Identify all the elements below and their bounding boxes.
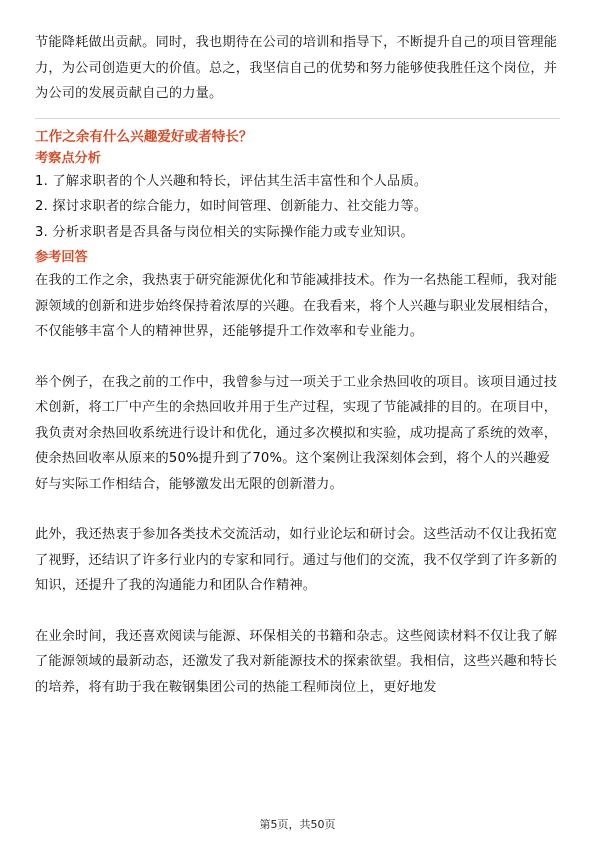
paragraph-gap	[35, 599, 560, 624]
analysis-item: 3. 分析求职者是否具备与岗位相关的实际操作能力或专业知识。	[35, 224, 414, 240]
answer-paragraph: 此外，我还热衷于参加各类技术交流活动，如行业论坛和研讨会。这些活动不仅让我拓宽了视野，还结识了许多行业内的专家和同行。通过与他们的交流，我不仅学到了许多新的知识，还提升了我的沟通能力和团队合作精神。	[35, 527, 558, 593]
analysis-item: 2. 探讨求职者的综合能力，如时间管理、创新能力、社交能力等。	[35, 199, 428, 214]
analysis-heading: 考察点分析	[35, 150, 101, 166]
paragraph-gap	[35, 345, 560, 370]
page-number-footer: 第5页，共50页	[259, 818, 336, 831]
section-divider	[35, 118, 560, 119]
answer-heading: 参考回答	[35, 250, 88, 265]
answer-paragraph: 在业余时间，我还喜欢阅读与能源、环保相关的书籍和杂志。这些阅读材料不仅让我了解了能源领域的最新动态，还激发了我对新能源技术的探索欲望。我相信，这些兴趣和特长的培养，将有助于我在鞍钢集团公司的热能工程师岗位上，更好地发	[35, 628, 558, 695]
paragraph-gap	[35, 497, 560, 522]
question-title: 工作之余有什么兴趣爱好或者特长？	[35, 128, 253, 145]
analysis-item: 1. 了解求职者的个人兴趣和特长，评估其生活丰富性和个人品质。	[35, 173, 428, 189]
answer-paragraph: 在我的工作之余，我热衷于研究能源优化和节能减排技术。作为一名热能工程师，我对能源领域的创新和进步始终保持着浓厚的兴趣。在我看来，将个人兴趣与职业发展相结合，不仅能够丰富个人的精神世界，还能够提升工作效率和专业能力。	[35, 273, 558, 339]
intro-paragraph: 节能降耗做出贡献。同时，我也期待在公司的培训和指导下，不断提升自己的项目管理能力，为公司创造更大的价值。总之，我坚信自己的优势和努力能够使我胜任这个岗位，并为公司的发展贡献自己的力量。	[35, 35, 558, 101]
answer-paragraph: 举个例子，在我之前的工作中，我曾参与过一项关于工业余热回收的项目。该项目通过技术创新，将工厂中产生的余热回收并用于生产过程，实现了节能减排的目的。在项目中，我负责对余热回收系统进行设计和优化，通过多次模拟和实验，成功提高了系统的效率，使余热回收率从原来的50%提升到了70%。这个案例让我深刻体会到，将个人的兴趣爱好与实际工作相结合，能够激发出无限的创新潜力。	[35, 374, 558, 492]
page-content	[35, 30, 560, 700]
